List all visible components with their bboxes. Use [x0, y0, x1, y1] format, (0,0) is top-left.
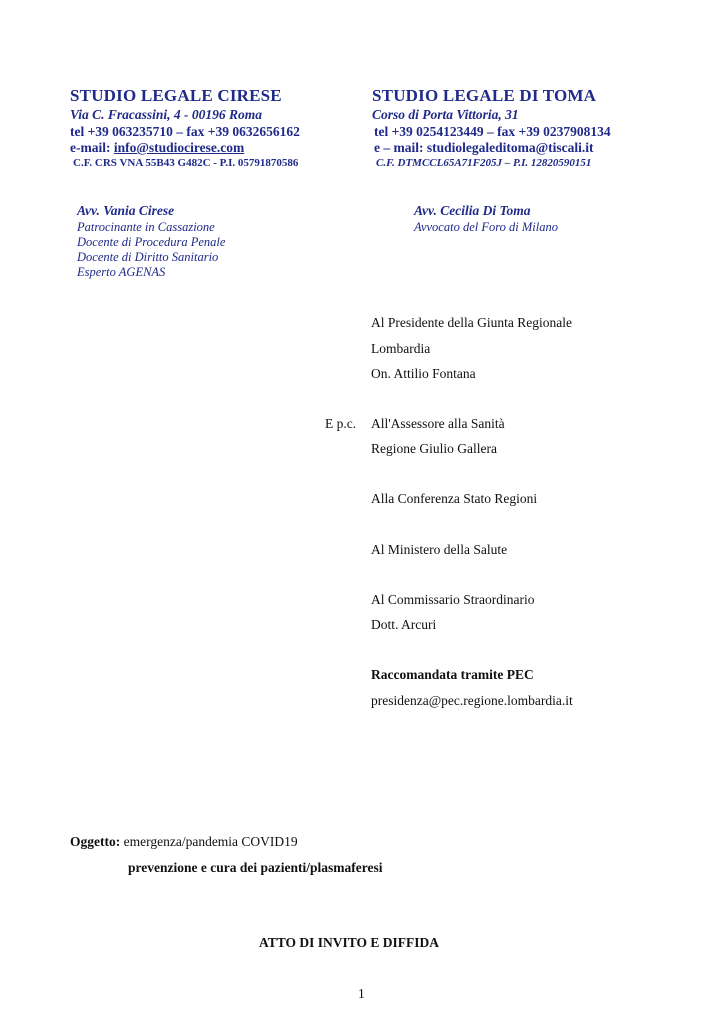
subject-line-2 — [128, 860, 382, 876]
left-firm-phone-fax: tel +39 063235710 – fax +39 0632656162 — [70, 124, 300, 139]
left-firm-tax-ids: C.F. CRS VNA 55B43 G482C - P.I. 05791870586 — [73, 157, 299, 169]
right-firm-tax-ids: C.F. DTMCCL65A71F205J – P.I. 12820590151 — [376, 157, 592, 169]
left-lawyer-name: Avv. Vania Cirese — [77, 203, 175, 218]
left-lawyer-title: Docente di Procedura Penale — [77, 235, 226, 249]
recipient-line: Al Presidente della Giunta Regionale — [371, 315, 572, 330]
recipient-line: All'Assessore alla Sanità — [371, 416, 505, 431]
pec-label: Raccomandata tramite PEC — [371, 667, 534, 682]
left-firm-email-line — [70, 140, 244, 156]
page-number: 1 — [358, 986, 365, 1001]
right-firm-phone-fax: tel +39 0254123449 – fax +39 0237908134 — [374, 124, 611, 139]
left-lawyer-title: Patrocinante in Cassazione — [77, 220, 215, 234]
recipient-line: Al Commissario Straordinario — [371, 592, 535, 607]
left-firm-name: STUDIO LEGALE CIRESE — [70, 86, 282, 105]
recipient-line: Lombardia — [371, 341, 431, 356]
subject-text: emergenza/pandemia COVID19 — [123, 834, 298, 849]
epc-label: E p.c. — [325, 416, 357, 431]
right-firm-email-line: e – mail: studiolegaleditoma@tiscali.it — [374, 140, 594, 155]
document-title: ATTO DI INVITO E DIFFIDA — [259, 935, 440, 950]
subject-line — [70, 834, 298, 850]
right-firm-name: STUDIO LEGALE DI TOMA — [372, 86, 597, 105]
right-lawyer-title: Avvocato del Foro di Milano — [414, 220, 558, 234]
recipient-line: Al Ministero della Salute — [371, 542, 508, 557]
right-lawyer-name: Avv. Cecilia Di Toma — [414, 203, 531, 218]
subject-label: Oggetto: — [70, 834, 121, 849]
left-firm-address: Via C. Fracassini, 4 - 00196 Roma — [70, 107, 263, 122]
recipient-line: On. Attilio Fontana — [371, 366, 476, 381]
subject-text-bold: prevenzione e cura dei pazienti/plasmaferesi — [128, 860, 383, 875]
left-firm-email-label: e-mail: — [70, 140, 114, 155]
pec-address: presidenza@pec.regione.lombardia.it — [371, 693, 573, 708]
left-firm-email-link[interactable]: info@studiocirese.com — [113, 140, 245, 155]
left-lawyer-title: Docente di Diritto Sanitario — [77, 250, 219, 264]
recipient-line: Regione Giulio Gallera — [371, 441, 497, 456]
recipient-line: Alla Conferenza Stato Regioni — [371, 491, 538, 506]
left-lawyer-title: Esperto AGENAS — [77, 265, 166, 279]
right-firm-address: Corso di Porta Vittoria, 31 — [372, 107, 519, 122]
recipient-line: Dott. Arcuri — [371, 617, 437, 632]
